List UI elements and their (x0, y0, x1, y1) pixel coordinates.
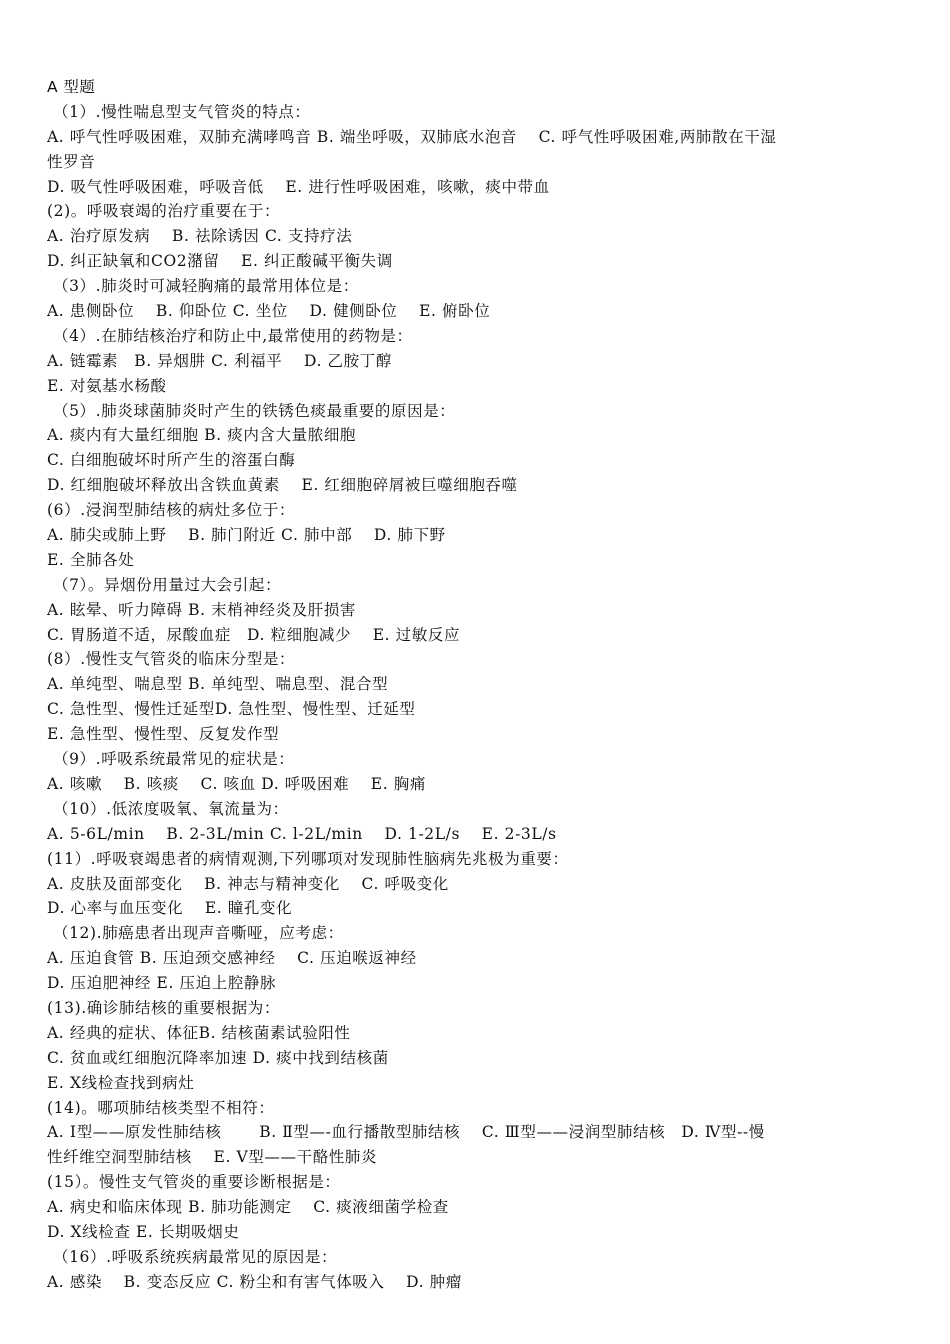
text-line: A. 感染 B. 变态反应 C. 粉尘和有害气体吸入 D. 肿瘤 (47, 1272, 462, 1291)
text-line: D. X线检查 E. 长期吸烟史 (47, 1222, 240, 1241)
text-line: （16）.呼吸系统疾病最常见的原因是： (53, 1247, 338, 1266)
text-line: A. 病史和临床体现 B. 肺功能测定 C. 痰液细菌学检查 (47, 1198, 449, 1217)
text-line: （10）.低浓度吸氧、氧流量为： (53, 799, 289, 818)
text-line: D. 吸气性呼吸困难，呼吸音低 E. 进行性呼吸困难，咳嗽，痰中带血 (47, 177, 550, 196)
text-line: D. 心率与血压变化 E. 瞳孔变化 (47, 899, 293, 918)
text-line: 性纤维空洞型肺结核 E. V型——干酪性肺炎 (47, 1148, 378, 1167)
text-line: E. 全肺各处 (47, 550, 135, 569)
text-line: C. 急性型、慢性迁延型D. 急性型、慢性型、迁延型 (47, 700, 416, 719)
text-line: A. 压迫食管 B. 压迫颈交感神经 C. 压迫喉返神经 (47, 949, 417, 968)
text-line: A. 皮肤及面部变化 B. 神志与精神变化 C. 呼吸变化 (47, 874, 449, 893)
text-line: A. 呼气性呼吸困难，双肺充满哮鸣音 B. 端坐呼吸，双肺底水泡音 C. 呼气性呼吸困难,两肺散在干湿 (47, 127, 777, 146)
question-list (47, 75, 917, 1295)
text-line: A. 眩晕、听力障碍 B. 末梢神经炎及肝损害 (47, 600, 357, 619)
text-line: A. 肺尖或肺上野 B. 肺门附近 C. 肺中部 D. 肺下野 (47, 526, 446, 545)
text-line: 性罗音 (47, 152, 96, 171)
text-line: (14)。哪项肺结核类型不相符： (47, 1098, 275, 1117)
text-line: E. X线检查找到病灶 (47, 1073, 195, 1092)
text-line: A. 链霉素 B. 异烟肼 C. 利福平 D. 乙胺丁醇 (47, 351, 392, 370)
text-line: D. 红细胞破坏释放出含铁血黄素 E. 红细胞碎屑被巨噬细胞吞噬 (47, 476, 518, 495)
text-line: (11）.呼吸衰竭患者的病情观测,下列哪项对发现肺性脑病先兆极为重要： (47, 849, 569, 868)
text-line: C. 贫血或红细胞沉降率加速 D. 痰中找到结核菌 (47, 1048, 389, 1067)
text-line: （1）.慢性喘息型支气管炎的特点： (53, 102, 311, 121)
text-line: E. 急性型、慢性型、反复发作型 (47, 725, 280, 744)
text-line: A. 5-6L/min B. 2-3L/min C. l-2L/min D. 1-2L/s E. 2-3L/s (47, 824, 557, 843)
text-line: A. 经典的症状、体征B. 结核菌素试验阳性 (47, 1023, 351, 1042)
section-title: A 型题 (47, 78, 96, 96)
text-line: (8）.慢性支气管炎的临床分型是： (47, 650, 296, 669)
text-line: A. 治疗原发病 B. 祛除诱因 C. 支持疗法 (47, 227, 353, 246)
text-line: A. 患侧卧位 B. 仰卧位 C. 坐位 D. 健侧卧位 E. 俯卧位 (47, 302, 491, 321)
text-line: (15）。慢性支气管炎的重要诊断根据是： (47, 1173, 341, 1192)
question-lines (47, 100, 917, 1295)
text-line: (2)。呼吸衰竭的治疗重要在于： (47, 202, 281, 221)
text-line: （3）.肺炎时可减轻胸痛的最常用体位是： (53, 277, 359, 296)
text-line: E. 对氨基水杨酸 (47, 376, 167, 395)
text-line: （9）.呼吸系统最常见的症状是： (53, 750, 295, 769)
text-line: （5）.肺炎球菌肺炎时产生的铁锈色痰最重要的原因是： (53, 401, 456, 420)
text-line: （12).肺癌患者出现声音嘶哑，应考虑： (53, 924, 344, 943)
text-line: A. Ⅰ型——原发性肺结核 B. Ⅱ型—-血行播散型肺结核 C. Ⅲ型——浸润型肺结核 D. Ⅳ型--慢 (47, 1123, 765, 1142)
text-line: (6）.浸润型肺结核的病灶多位于： (47, 501, 296, 520)
text-line: A. 痰内有大量红细胞 B. 痰内含大量脓细胞 (47, 426, 357, 445)
text-line: （7）。异烟份用量过大会引起： (53, 575, 282, 594)
text-line: （4）.在肺结核治疗和防止中,最常使用的药物是： (53, 326, 413, 345)
text-line: (13).确诊肺结核的重要根据为： (47, 998, 280, 1017)
text-line: A. 咳嗽 B. 咳痰 C. 咳血 D. 呼吸困难 E. 胸痛 (47, 774, 426, 793)
text-line: C. 白细胞破坏时所产生的溶蛋白酶 (47, 451, 296, 470)
text-line: D. 压迫肥神经 E. 压迫上腔静脉 (47, 974, 277, 993)
text-line: D. 纠正缺氧和CO2潴留 E. 纠正酸碱平衡失调 (47, 252, 393, 271)
text-line: C. 胃肠道不适，尿酸血症 D. 粒细胞减少 E. 过敏反应 (47, 625, 461, 644)
text-line: A. 单纯型、喘息型 B. 单纯型、喘息型、混合型 (47, 675, 389, 694)
